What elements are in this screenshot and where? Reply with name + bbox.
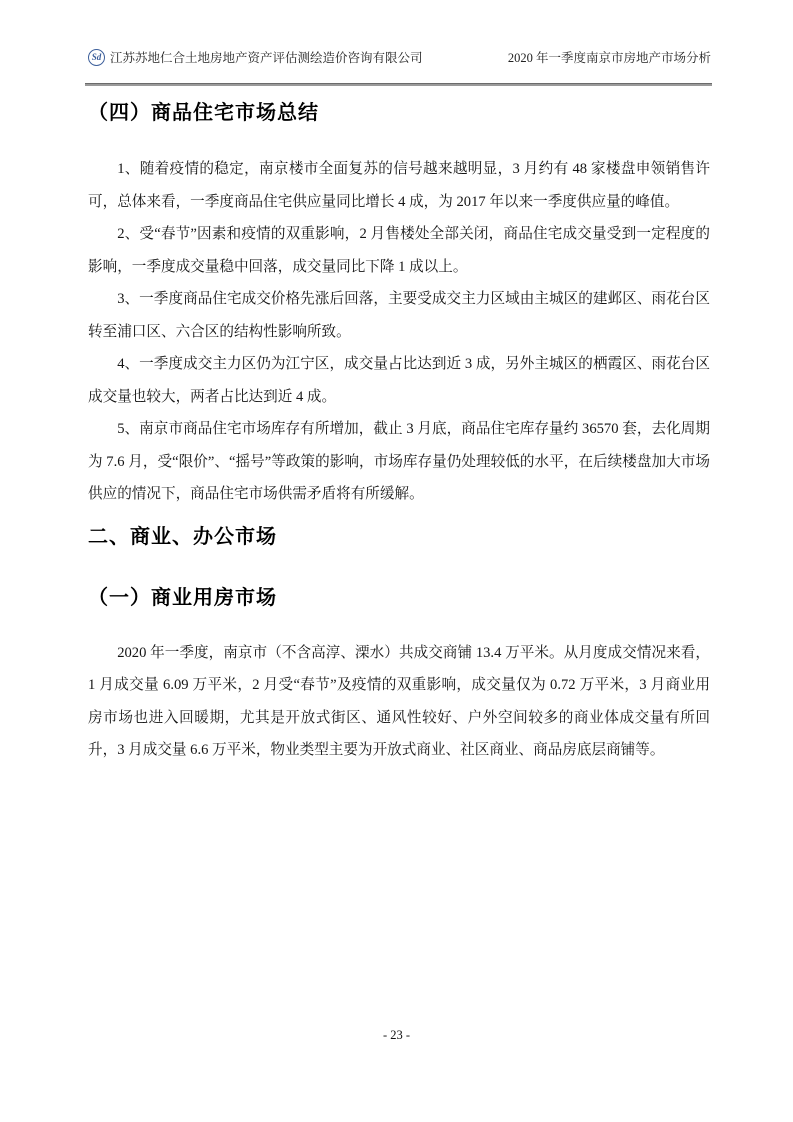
- section-heading-residential-summary: （四）商品住宅市场总结: [88, 102, 319, 124]
- subsection-heading-commercial-housing: （一）商业用房市场: [88, 586, 277, 609]
- page-header: [88, 48, 711, 66]
- paragraph-commercial-housing: 2020 年一季度，南京市（不含高淳、溧水）共成交商铺 13.4 万平米。从月度成交情况来看，1 月成交量 6.09 万平米，2 月受“春节”及疫情的双重影响，成交量仅为 0.72 万平米，3 月商业用房市场也进入回暖期，尤其是开放式街区、通风性较好、户外空间较多的商业体成交量有所回升，3 月成交量 6.6 万平米，物业类型主要为开放式商业、社区商业、商品房底层商铺等。: [88, 644, 710, 758]
- paragraph-residential-2: 2、受“春节”因素和疫情的双重影响，2 月售楼处全部关闭，商品住宅成交量受到一定程度的影响，一季度成交量稳中回落，成交量同比下降 1 成以上。: [88, 226, 710, 275]
- document-body: [88, 100, 710, 767]
- header-company-name: 江苏苏地仁合土地房地产资产评估测绘造价咨询有限公司: [110, 51, 423, 65]
- header-report-title: 2020 年一季度南京市房地产市场分析: [507, 51, 711, 65]
- paragraph-residential-3: 3、一季度商品住宅成交价格先涨后回落，主要受成交主力区域由主城区的建邺区、雨花台区转至浦口区、六合区的结构性影响所致。: [88, 291, 710, 340]
- header-rule-divider: [85, 83, 712, 86]
- company-logo-icon: [88, 49, 105, 66]
- header-left: [88, 48, 423, 66]
- paragraph-residential-4: 4、一季度成交主力区仍为江宁区，成交量占比达到近 3 成，另外主城区的栖霞区、雨花台区成交量也较大，两者占比达到近 4 成。: [88, 356, 710, 405]
- residential-summary-paragraphs: [88, 153, 710, 511]
- paragraph-residential-1: 1、随着疫情的稳定，南京楼市全面复苏的信号越来越明显，3 月约有 48 家楼盘申领销售许可，总体来看，一季度商品住宅供应量同比增长 4 成，为 2017 年以来一季度供应量的峰值。: [88, 161, 710, 210]
- company-logo-text: Sd: [91, 52, 102, 62]
- section-heading-commercial-office: 二、商业、办公市场: [88, 525, 277, 548]
- paragraph-residential-5: 5、南京市商品住宅市场库存有所增加，截止 3 月底，商品住宅库存量约 36570 套，去化周期为 7.6 月，受“限价”、“摇号”等政策的影响，市场库存量仍处理较低的水平，在后续楼盘加大市场供应的情况下，商品住宅市场供需矛盾将有所缓解。: [88, 421, 710, 502]
- page-number: - 23 -: [382, 1028, 411, 1042]
